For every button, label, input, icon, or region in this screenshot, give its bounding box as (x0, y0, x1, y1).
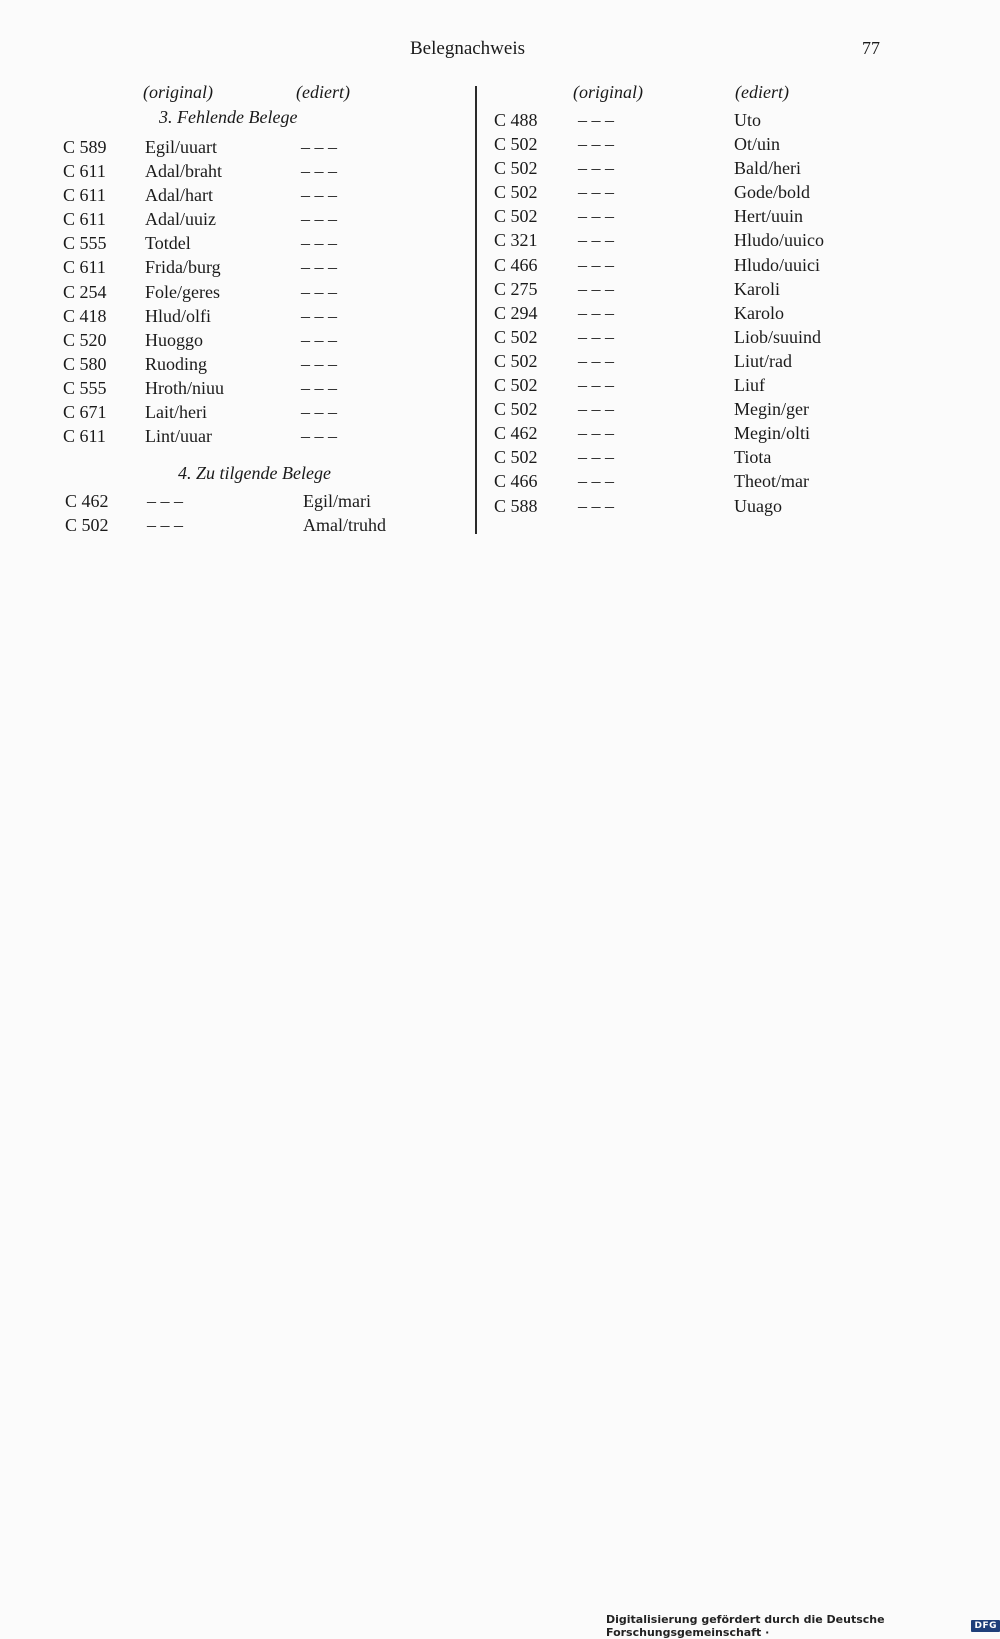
edited-form: Liob/suuind (734, 326, 822, 347)
table-row (494, 253, 914, 277)
original-form: Adal/braht (145, 161, 222, 182)
dfg-logo: DFG (971, 1620, 1000, 1632)
original-form: Huoggo (145, 329, 203, 350)
entry-reference: C 580 (63, 353, 107, 374)
entry-reference: C 611 (63, 161, 106, 182)
table-row (63, 328, 463, 352)
table-row (63, 255, 463, 279)
entry-reference: C 502 (494, 158, 538, 179)
table-row (494, 469, 914, 493)
original-form: – – – (578, 134, 614, 155)
entry-reference: C 502 (494, 206, 538, 227)
table-row (63, 135, 463, 159)
edited-form: Ot/uin (734, 134, 781, 155)
table-row (494, 228, 914, 252)
table-row (494, 349, 914, 373)
table-row (63, 424, 463, 448)
footer-text: Digitalisierung gefördert durch die Deutsche Forschungsgemeinschaft · (606, 1613, 885, 1639)
entry-reference: C 520 (63, 329, 107, 350)
running-title: Belegnachweis (410, 38, 526, 59)
entry-reference: C 321 (494, 230, 538, 251)
entry-reference: C 671 (63, 402, 107, 423)
right-belege-list (494, 108, 914, 518)
original-form: Egil/uuart (145, 137, 217, 157)
entry-reference: C 466 (494, 254, 538, 275)
entry-reference: C 611 (63, 209, 106, 230)
edited-form: Liuf (734, 375, 765, 396)
edited-form: – – – (301, 377, 337, 398)
original-form: – – – (578, 230, 614, 251)
original-form: – – – (578, 158, 614, 179)
original-form: Adal/hart (145, 185, 213, 206)
left-col-header-original: (original) (143, 82, 213, 102)
original-form: – – – (578, 326, 614, 347)
original-form: Hroth/niuu (145, 377, 224, 398)
section-title-zu-tilgende-belege: 4. Zu tilgende Belege (178, 463, 331, 483)
entry-reference: C 611 (63, 426, 106, 447)
original-form: Adal/uuiz (145, 209, 216, 230)
edited-form: Megin/ger (734, 399, 809, 420)
edited-form: Egil/mari (303, 491, 371, 511)
table-row (63, 231, 463, 255)
edited-form: Uto (734, 110, 761, 130)
edited-form: Tiota (734, 447, 772, 468)
original-form: – – – (578, 447, 614, 468)
original-form: – – – (147, 491, 183, 511)
table-row (63, 376, 463, 400)
entry-reference: C 611 (63, 185, 106, 206)
original-form: – – – (578, 471, 614, 492)
entry-reference: C 488 (494, 110, 538, 130)
edited-form: Amal/truhd (303, 515, 386, 536)
edited-form: Liut/rad (734, 350, 792, 371)
table-row (63, 159, 463, 183)
entry-reference: C 555 (63, 233, 107, 254)
table-row (65, 513, 465, 537)
original-form: – – – (578, 399, 614, 420)
original-form: – – – (578, 278, 614, 299)
table-row (494, 204, 914, 228)
edited-form: – – – (301, 402, 337, 423)
edited-form: Megin/olti (734, 423, 810, 444)
table-row (494, 325, 914, 349)
entry-reference: C 502 (494, 350, 538, 371)
edited-form: Hludo/uuico (734, 230, 824, 251)
entry-reference: C 588 (494, 495, 538, 516)
column-divider (475, 86, 477, 534)
entry-reference: C 466 (494, 471, 538, 492)
table-row (65, 489, 465, 513)
table-row (494, 132, 914, 156)
table-row (63, 280, 463, 304)
entry-reference: C 555 (63, 377, 107, 398)
fehlende-belege-list (63, 135, 463, 448)
right-col-header-original: (original) (573, 82, 643, 102)
original-form: Lait/heri (145, 402, 207, 423)
edited-form: Karolo (734, 302, 784, 323)
original-form: – – – (578, 254, 614, 275)
right-col-header-ediert: (ediert) (735, 82, 789, 102)
original-form: Ruoding (145, 353, 208, 374)
original-form: – – – (578, 375, 614, 396)
page-number: 77 (862, 38, 880, 58)
table-row (494, 445, 914, 469)
table-row (494, 301, 914, 325)
edited-form: – – – (301, 137, 337, 157)
edited-form: Theot/mar (734, 471, 809, 492)
table-row (63, 352, 463, 376)
table-row (63, 400, 463, 424)
original-form: – – – (578, 495, 614, 516)
table-row (494, 373, 914, 397)
edited-form: Uuago (734, 495, 782, 516)
entry-reference: C 462 (494, 423, 538, 444)
entry-reference: C 502 (494, 447, 538, 468)
left-col-header-ediert: (ediert) (296, 82, 350, 102)
entry-reference: C 294 (494, 302, 538, 323)
table-row (494, 156, 914, 180)
section-title-fehlende-belege: 3. Fehlende Belege (159, 107, 298, 127)
edited-form: – – – (301, 161, 337, 182)
table-row (63, 207, 463, 231)
table-row (63, 304, 463, 328)
original-form: – – – (578, 423, 614, 444)
original-form: – – – (147, 515, 183, 536)
entry-reference: C 462 (65, 491, 109, 511)
edited-form: Hert/uuin (734, 206, 803, 227)
edited-form: Gode/bold (734, 182, 810, 203)
edited-form: – – – (301, 305, 337, 326)
entry-reference: C 418 (63, 305, 107, 326)
original-form: – – – (578, 206, 614, 227)
entry-reference: C 502 (494, 182, 538, 203)
entry-reference: C 502 (494, 134, 538, 155)
edited-form: Hludo/uuici (734, 254, 820, 275)
table-row (494, 421, 914, 445)
table-row (494, 277, 914, 301)
entry-reference: C 502 (65, 515, 109, 536)
zu-tilgende-belege-list (65, 489, 465, 537)
table-row (494, 108, 914, 132)
original-form: – – – (578, 182, 614, 203)
table-row (63, 183, 463, 207)
edited-form: – – – (301, 185, 337, 206)
edited-form: Karoli (734, 278, 780, 299)
entry-reference: C 275 (494, 278, 538, 299)
edited-form: – – – (301, 209, 337, 230)
edited-form: – – – (301, 329, 337, 350)
table-row (494, 397, 914, 421)
original-form: Totdel (145, 233, 191, 254)
table-row (494, 494, 914, 518)
table-row (494, 180, 914, 204)
entry-reference: C 502 (494, 326, 538, 347)
entry-reference: C 611 (63, 257, 106, 278)
original-form: Lint/uuar (145, 426, 212, 447)
original-form: Hlud/olfi (145, 305, 211, 326)
edited-form: – – – (301, 426, 337, 447)
original-form: – – – (578, 110, 614, 130)
edited-form: – – – (301, 233, 337, 254)
entry-reference: C 254 (63, 281, 107, 302)
entry-reference: C 589 (63, 137, 107, 157)
footer-credit (606, 1613, 1000, 1639)
original-form: Fole/geres (145, 281, 220, 302)
entry-reference: C 502 (494, 399, 538, 420)
entry-reference: C 502 (494, 375, 538, 396)
original-form: Frida/burg (145, 257, 221, 278)
original-form: – – – (578, 350, 614, 371)
edited-form: – – – (301, 257, 337, 278)
original-form: – – – (578, 302, 614, 323)
edited-form: – – – (301, 281, 337, 302)
edited-form: Bald/heri (734, 158, 801, 179)
edited-form: – – – (301, 353, 337, 374)
